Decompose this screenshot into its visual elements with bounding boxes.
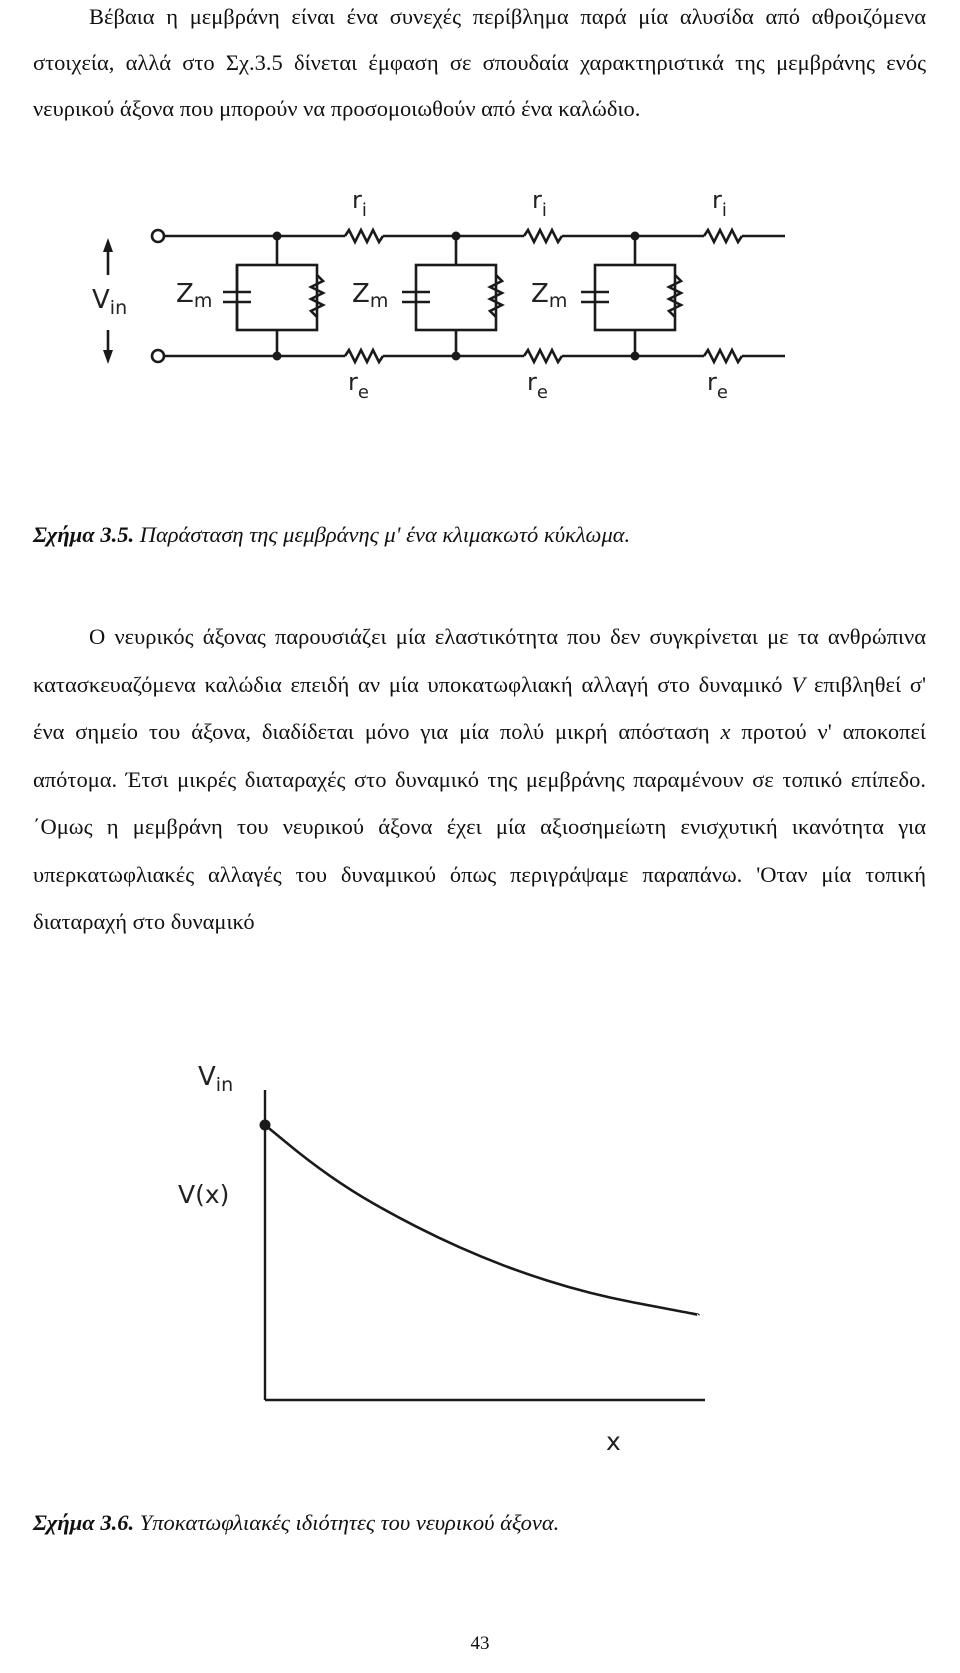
membrane-impedance-label-1: Zm — [176, 279, 213, 312]
outer-resistor-label-2: $r_e$ — [527, 368, 548, 403]
paragraph-2-part-2: επιβληθεί σ' ένα σημείο του άξονα, διαδίδεται μόνο για μία πολύ μικρή απόσταση — [33, 671, 927, 744]
vin-label: $V_{in}$ — [198, 1062, 234, 1096]
figure-3-6-caption-number: Σχήμα 3.6. — [33, 1510, 135, 1535]
x-axis-label: x — [606, 1427, 621, 1456]
figure-3-6-caption — [33, 1510, 559, 1536]
decay-chart — [170, 1055, 810, 1475]
start-point-marker — [260, 1120, 271, 1131]
input-voltage-label: $V_{in}$ — [92, 285, 128, 319]
variable-v: V — [791, 671, 806, 697]
paragraph-2-part-3: προτού ν' αποκοπεί απότομα. Έτσι μικρές διαταραχές στο δυναμικό της μεμβράνης παραμένουν σε τοπικό επίπεδο. ΄Ομως η μεμβράνη του νευρικού άξονα έχει μία αξιοσημείωτη ενισχυτική ικανότητα για υπερκατωφλιακές αλλαγές του δυναμικού όπως περιγράψαμε παραπάνω. 'Οταν μία τοπική διαταραχή στο δυναμικό — [33, 719, 926, 934]
ladder-circuit-figure — [90, 190, 850, 460]
y-axis-label: V(x) — [178, 1180, 230, 1209]
decay-curve — [265, 1125, 698, 1315]
outer-resistor-label-1: $r_e$ — [348, 368, 369, 403]
inner-resistor-label-3: $r_i$ — [712, 190, 727, 221]
figure-3-5-caption-number: Σχήμα 3.5. — [33, 522, 135, 547]
page-number: 43 — [470, 1633, 490, 1654]
paragraph-2 — [33, 613, 926, 946]
paragraph-1 — [33, 0, 926, 132]
figure-3-5-caption-text: Παράσταση της μεμβράνης μ' ένα κλιμακωτό κύκλωμα. — [139, 522, 631, 547]
inner-resistor-label-2: $r_i$ — [532, 190, 547, 221]
figure-3-5-caption — [33, 522, 630, 548]
variable-x: x — [720, 719, 731, 744]
inner-resistor-label-1: $r_i$ — [352, 190, 367, 221]
membrane-impedance-label-3: Zm — [531, 279, 568, 312]
outer-resistor-label-3: $r_e$ — [707, 368, 728, 403]
paragraph-1-text: Βέβαια η μεμβράνη είναι ένα συνεχές περίβλημα παρά μία αλυσίδα από αθροιζόμενα στοιχεία, αλλά στο Σχ.3.5 δίνεται έμφαση σε σπουδαία χαρακτηριστικά της μεμβράνης ενός νευρικού άξονα που μπορούν να προσομοιωθούν από ένα καλώδιο. — [33, 4, 926, 121]
paragraph-2-part-1: Ο νευρικός άξονας παρουσιάζει μία ελαστικότητα που δεν συγκρίνεται με τα ανθρώπινα κατασκευαζόμενα καλώδια επειδή αν μία υποκατωφλιακή αλλαγή στο δυναμικό — [33, 624, 926, 697]
membrane-impedance-label-2: Zm — [352, 279, 389, 312]
figure-3-6-caption-text: Υποκατωφλιακές ιδιότητες του νευρικού άξονα. — [139, 1510, 560, 1535]
